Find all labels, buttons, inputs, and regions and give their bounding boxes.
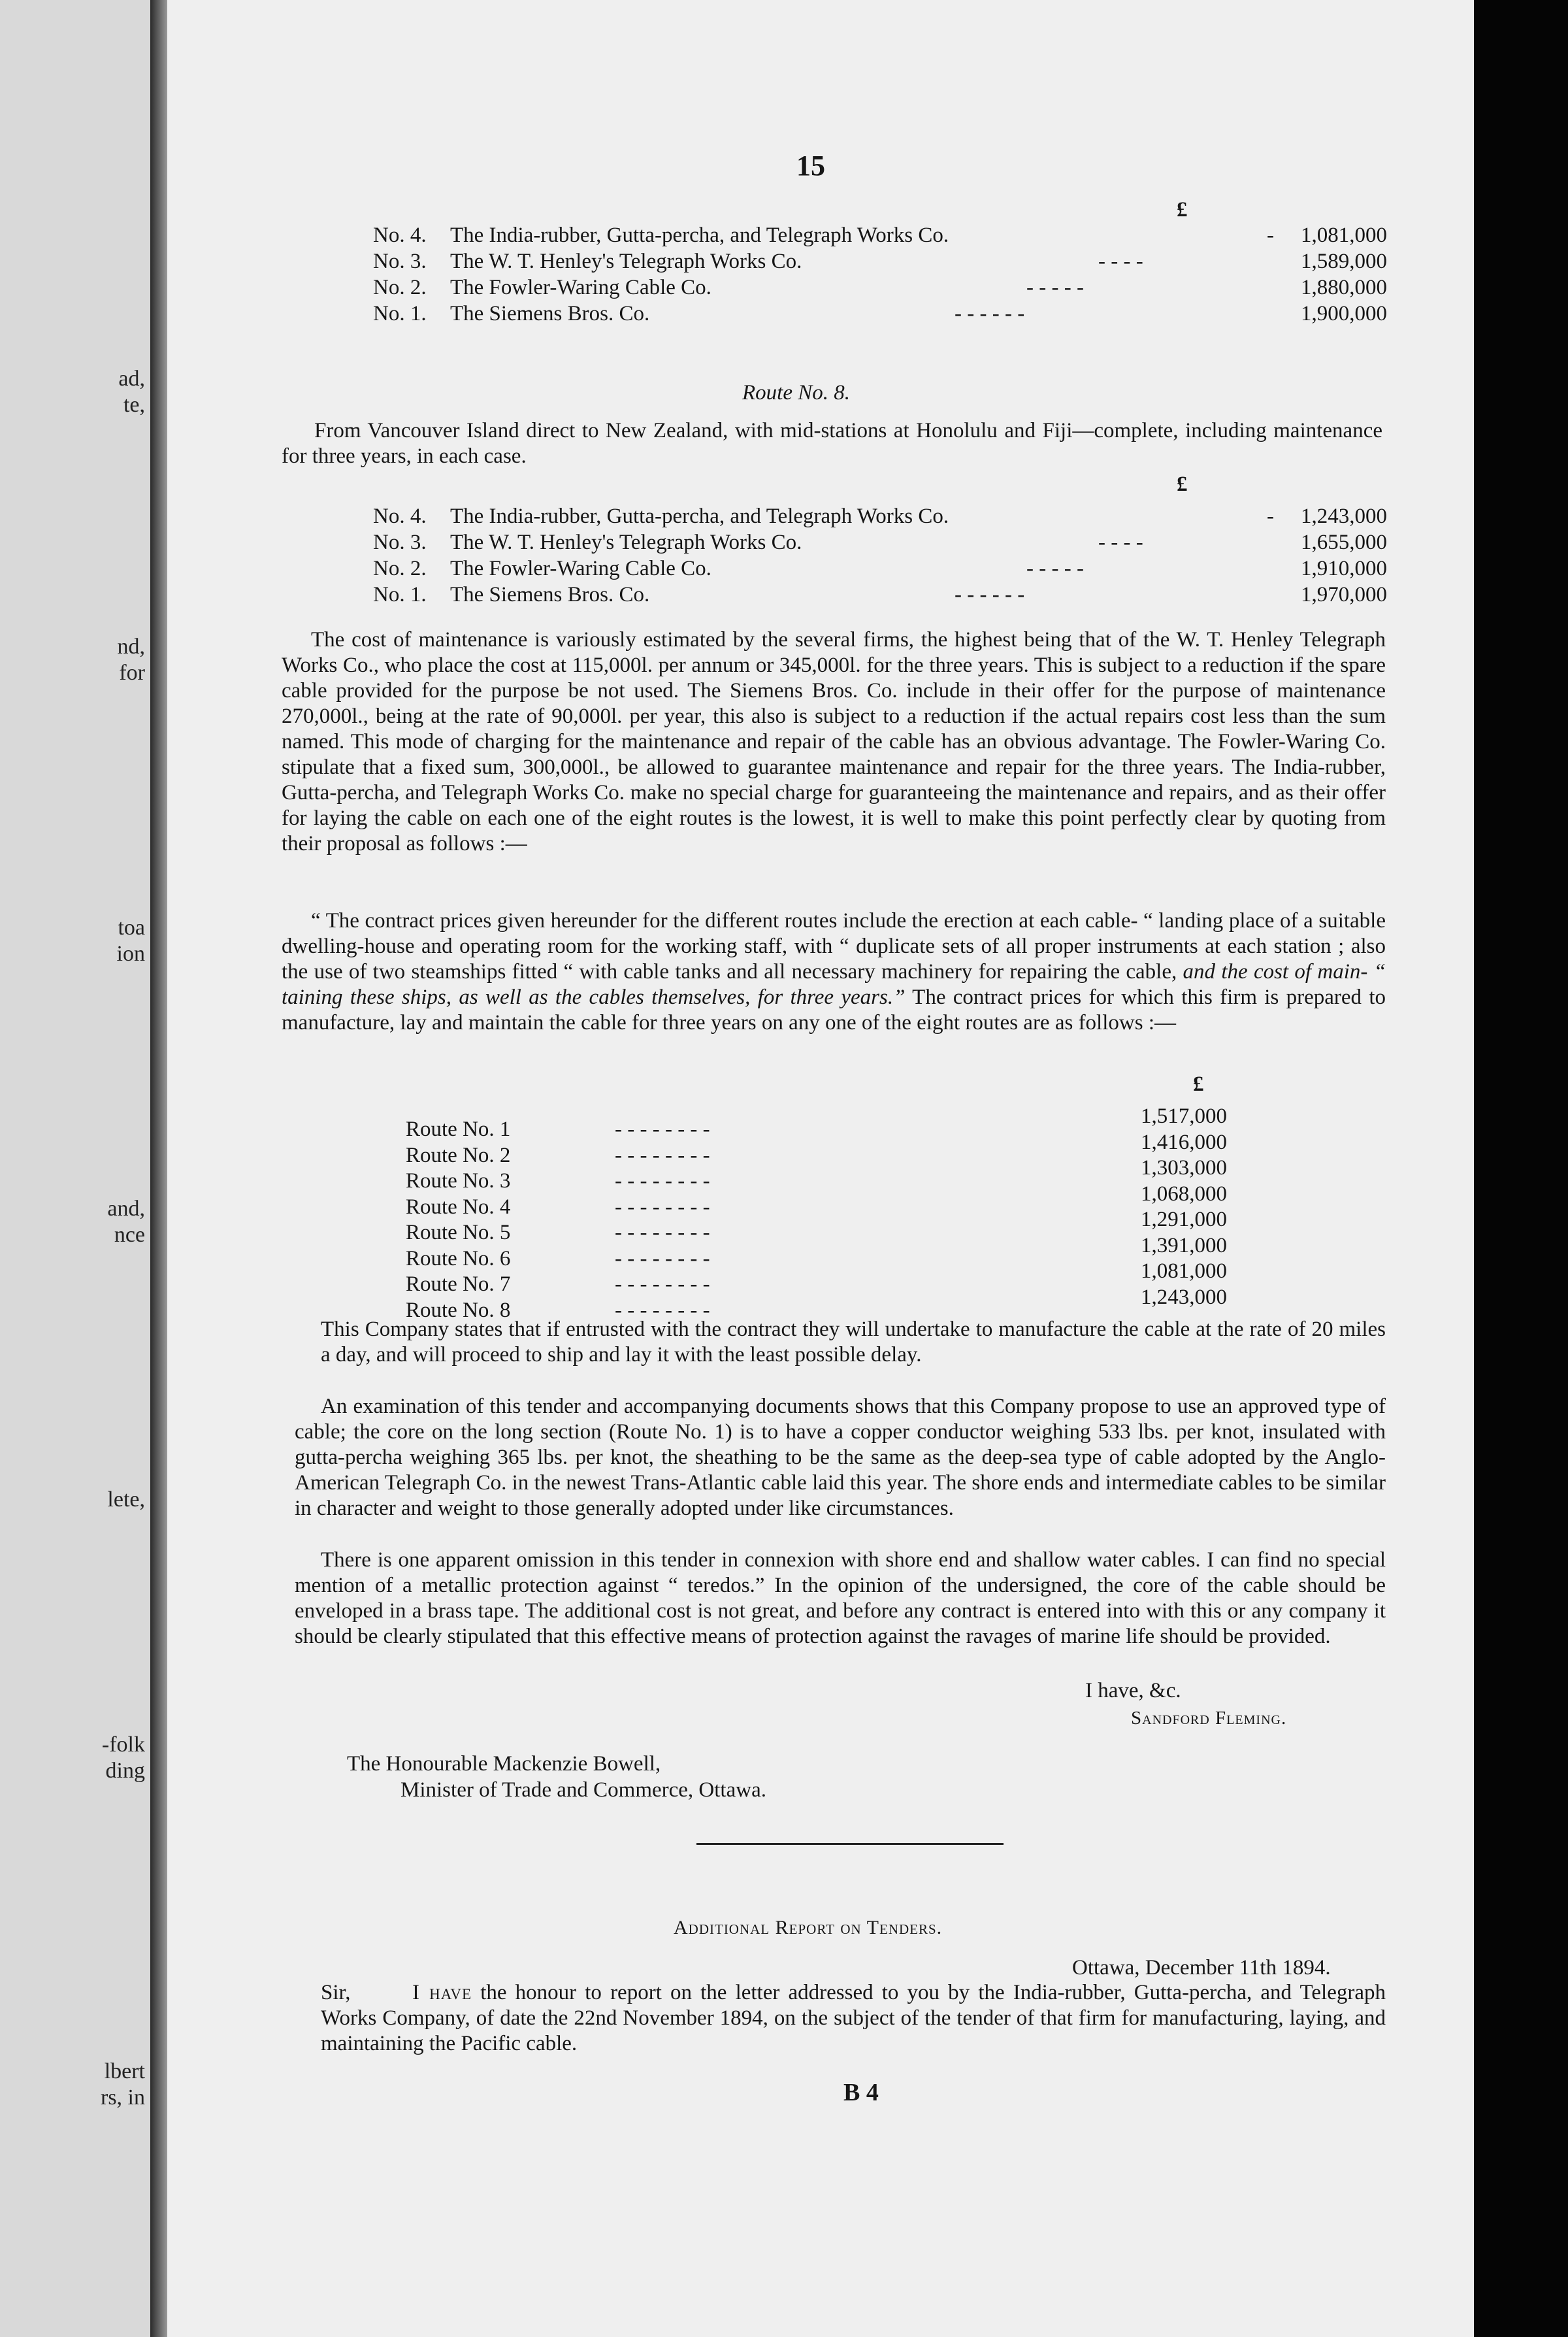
route-label: Route No. 6 <box>406 1246 511 1270</box>
section-heading: Additional Report on Tenders. <box>674 1917 943 1938</box>
route-amount: 1,243,000 <box>1141 1285 1227 1309</box>
route-amount: 1,391,000 <box>1141 1233 1227 1257</box>
omission-paragraph: There is one apparent omission in this tender in connexion with shore end and shallow water cables. I can find no special mention of a metallic protection against “ teredos.” In the opinion of the undersigned, the core of the cable should be enveloped in a brass tape. The additional cost is not great, and before any contract is entered into with this or any company it should be clearly stipulated that this effective means of protection against the ravages of marine life should be provided. <box>295 1548 1386 1648</box>
section-divider <box>696 1843 1004 1845</box>
signature: Sandford Fleming. <box>1131 1708 1287 1729</box>
route-intro-paragraph: From Vancouver Island direct to New Zealand, with mid-stations at Honolulu and Fiji—complete, including maintenance for three years, in each case. <box>282 419 1382 468</box>
addressee-name: The Honourable Mackenzie Bowell, <box>347 1752 661 1776</box>
table-row: No. 4. The India-rubber, Gutta-percha, and Telegraph Works Co. - 1,243,000 <box>373 505 1387 528</box>
addressee-title: Minister of Trade and Commerce, Ottawa. <box>400 1778 766 1802</box>
route-leader-dashes: - - - - - - - - <box>615 1169 710 1193</box>
table-row: No. 3. The W. T. Henley's Telegraph Works Co. - - - - 1,589,000 <box>373 250 1387 273</box>
route-label: Route No. 1 <box>406 1118 511 1141</box>
table-row: No. 3. The W. T. Henley's Telegraph Works Co. - - - - 1,655,000 <box>373 531 1387 554</box>
facing-page-text: ion <box>116 942 145 966</box>
route-label: Route No. 4 <box>406 1195 511 1219</box>
facing-page-text: lete, <box>107 1487 145 1512</box>
table-row: No. 4. The India-rubber, Gutta-percha, and Telegraph Works Co. - 1,081,000 <box>373 224 1387 247</box>
signature-mark: B 4 <box>843 2079 879 2106</box>
currency-symbol: £ <box>1177 198 1188 222</box>
route-amount: 1,291,000 <box>1141 1208 1227 1231</box>
dateline: Ottawa, December 11th 1894. <box>1072 1956 1331 1980</box>
examination-paragraph: An examination of this tender and accompanying documents shows that this Company propose to use an approved type of cable; the core on the long section (Route No. 1) is to have a copper conductor weighing 533 lbs. per knot, insulated with gutta-percha weighing 365 lbs. per knot, the sheathing to be the same as the deep-sea type of cable adopted by the Anglo-American Telegraph Co. in the newest Trans-Atlantic cable laid this year. The shore ends and intermediate cables to be similar in character and weight to those generally adopted under like circumstances. <box>295 1395 1386 1520</box>
facing-page-text: -folk <box>101 1732 145 1757</box>
facing-page-text: nd, <box>117 635 145 659</box>
book-gutter <box>150 0 167 2337</box>
salutation: Sir, <box>321 1981 351 2004</box>
facing-page-text: nce <box>114 1223 145 1247</box>
route-label: Route No. 7 <box>406 1272 511 1296</box>
facing-page-text: te, <box>123 393 145 417</box>
document-page <box>167 0 1474 2337</box>
table-row: No. 1. The Siemens Bros. Co. - - - - - - 1,900,000 <box>373 302 1387 325</box>
route-leader-dashes: - - - - - - - - <box>615 1246 710 1270</box>
scan-background <box>1474 0 1568 2337</box>
maintenance-paragraph: The cost of maintenance is variously estimated by the several firms, the highest being that of the W. T. Henley Telegraph Works Co., who place the cost at 115,000l. per annum or 345,000l. for the three years. This is subject to a reduction if the spare cable provided for the purpose be not used. The Siemens Bros. Co. include in their offer for the purpose of maintenance 270,000l., being at the rate of 90,000l. per year, this also is subject to a reduction if the actual repairs cost less than the sum named. This mode of charging for the maintenance and repair of the cable has an obvious advantage. The Fowler-Waring Co. stipulate that a fixed sum, 300,000l., be allowed to guarantee maintenance and repair for the three years. The India-rubber, Gutta-percha, and Telegraph Works Co. make no special charge for guaranteeing the maintenance and repairs, and as their offer for laying the cable on each one of the eight routes is the lowest, it is well to make this point perfectly clear by quoting from their proposal as follows :— <box>282 628 1386 855</box>
currency-symbol: £ <box>1193 1072 1204 1096</box>
facing-page-text: and, <box>107 1197 145 1221</box>
route-leader-dashes: - - - - - - - - <box>615 1298 710 1322</box>
table-row: No. 1. The Siemens Bros. Co. - - - - - - 1,970,000 <box>373 583 1387 606</box>
closing-line: I have, &c. <box>1085 1679 1181 1702</box>
route-heading: Route No. 8. <box>742 381 850 405</box>
route-amount: 1,081,000 <box>1141 1259 1227 1283</box>
facing-page-text: ding <box>105 1759 145 1783</box>
route-label: Route No. 3 <box>406 1169 511 1193</box>
route-leader-dashes: - - - - - - - - <box>615 1195 710 1219</box>
facing-page-fragment <box>0 0 150 2337</box>
facing-page-text: ad, <box>118 367 145 391</box>
facing-page-text: rs, in <box>101 2085 145 2110</box>
route-label: Route No. 5 <box>406 1221 511 1244</box>
route-amount: 1,517,000 <box>1141 1104 1227 1128</box>
route-amount: 1,303,000 <box>1141 1156 1227 1180</box>
route-leader-dashes: - - - - - - - - <box>615 1272 710 1296</box>
route-leader-dashes: - - - - - - - - <box>615 1118 710 1141</box>
quotation-paragraph: “ The contract prices given hereunder for the different routes include the erection at each cable- “ landing place of a suitable dwelling-house and operating room for the working staff, with “ duplicate sets of all proper instruments at each station ; also the use of two steamships fitted “ with cable tanks and all necessary machinery for repairing the cable, and the cost of main- “ taining these ships, as well as the cables themselves, for three years.” The contract prices for which this firm is prepared to manufacture, lay and maintain the cable for three years on any one of the eight routes are as follows :— <box>282 909 1386 1035</box>
facing-page-text: for <box>119 661 145 685</box>
company-paragraph: This Company states that if entrusted with the contract they will undertake to manufacture the cable at the rate of 20 miles a day, and will proceed to ship and lay it with the least possible delay. <box>321 1318 1386 1367</box>
table-row: No. 2. The Fowler-Waring Cable Co. - - - - - 1,880,000 <box>373 276 1387 299</box>
route-label: Route No. 2 <box>406 1143 511 1167</box>
final-paragraph: I have the honour to report on the letter addressed to you by the India-rubber, Gutta-percha, and Telegraph Works Company, of date the 22nd November 1894, on the subject of the tender of that firm for manufacturing, laying, and maintaining the Pacific cable. <box>321 1981 1386 2055</box>
facing-page-text: toa <box>118 916 145 940</box>
route-label: Route No. 8 <box>406 1298 511 1322</box>
currency-symbol: £ <box>1177 472 1188 496</box>
route-leader-dashes: - - - - - - - - <box>615 1221 710 1244</box>
route-amount: 1,068,000 <box>1141 1182 1227 1206</box>
table-row: No. 2. The Fowler-Waring Cable Co. - - - - - 1,910,000 <box>373 557 1387 580</box>
facing-page-text: lbert <box>104 2059 145 2083</box>
route-amount: 1,416,000 <box>1141 1130 1227 1154</box>
route-leader-dashes: - - - - - - - - <box>615 1143 710 1167</box>
page-number: 15 <box>796 150 825 182</box>
